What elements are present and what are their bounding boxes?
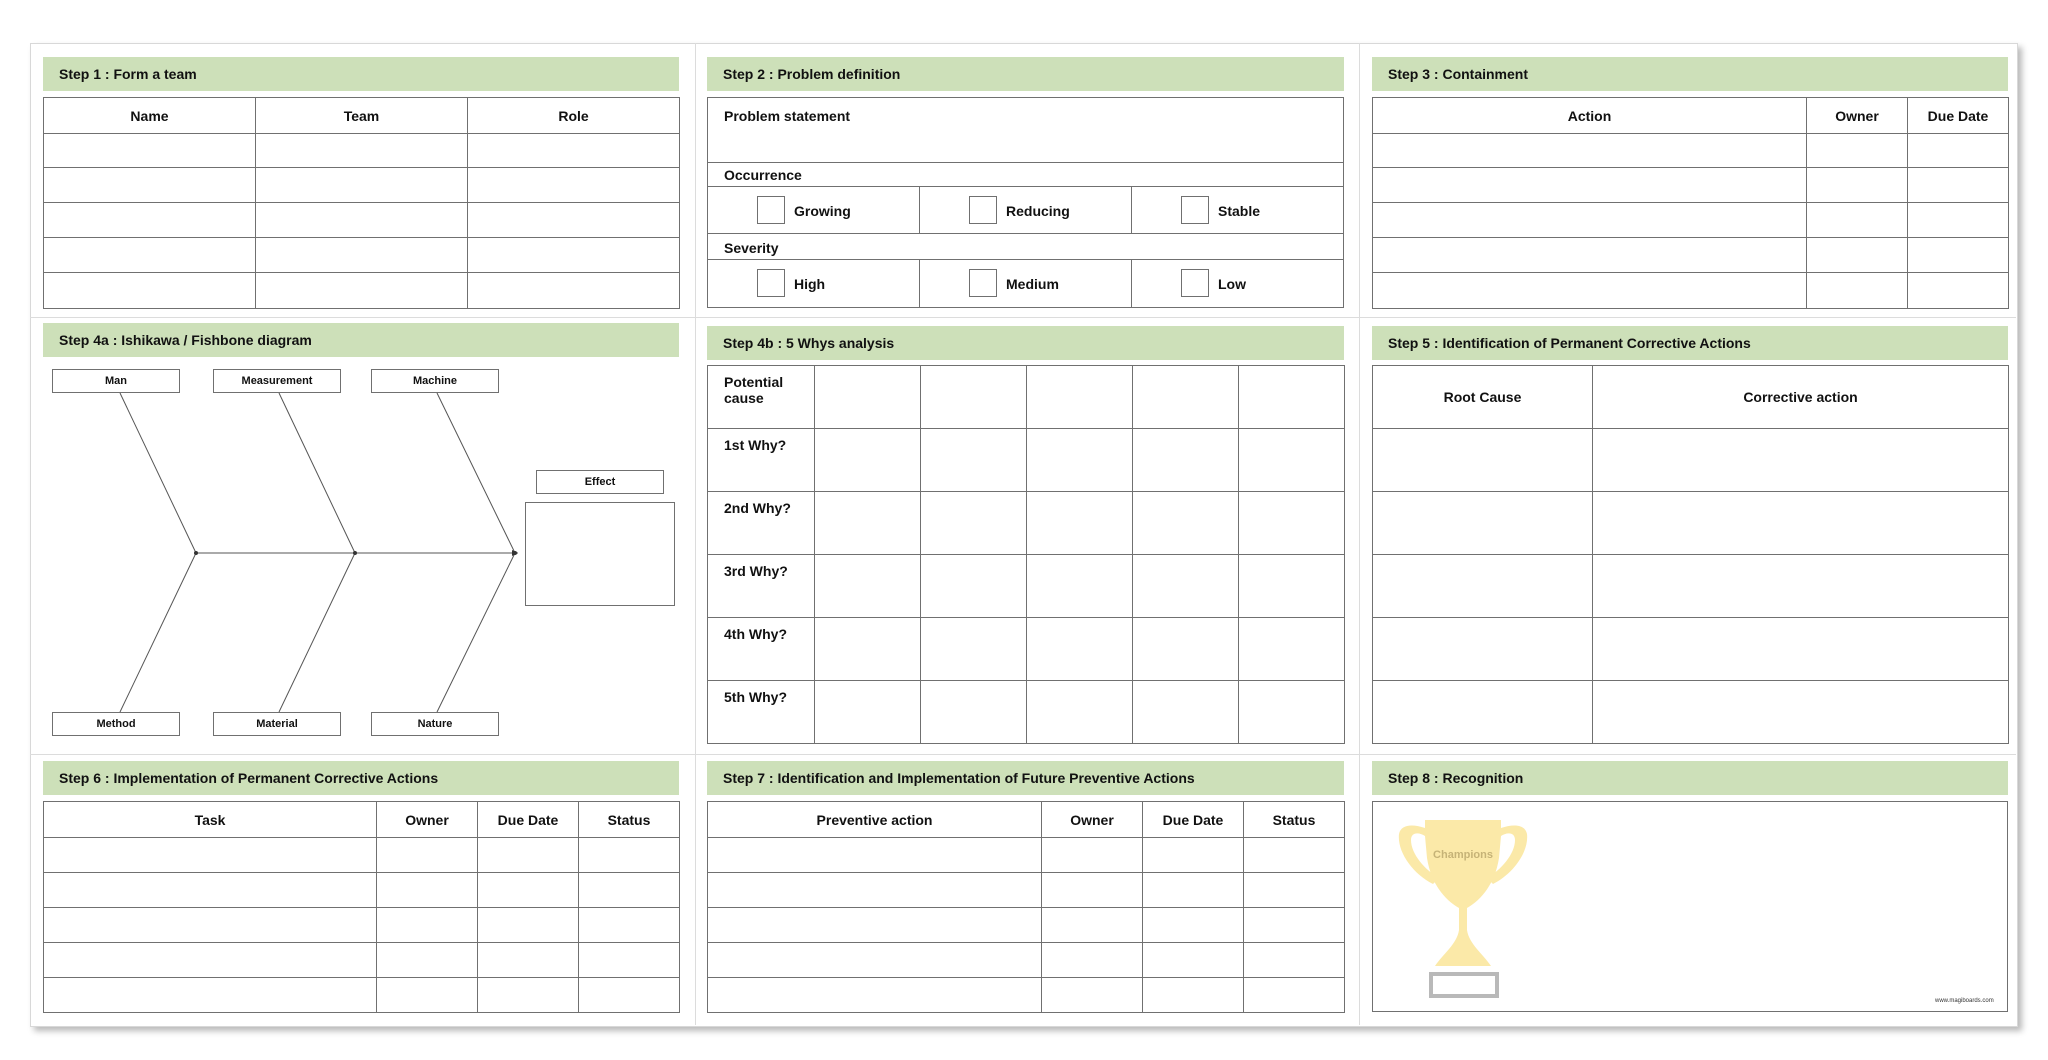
column-header-due-date: Due Date (1908, 98, 2009, 134)
column-header-status: Status (579, 802, 680, 838)
column-header-due-date: Due Date (1143, 802, 1244, 838)
effect-box[interactable] (525, 502, 675, 606)
table-cell[interactable] (1042, 978, 1143, 1013)
table-row (44, 873, 680, 908)
table-cell[interactable] (1373, 618, 1593, 681)
row-label-3rd-why: 3rd Why? (708, 555, 815, 618)
step2-header: Step 2 : Problem definition (707, 57, 1344, 91)
trophy-cup (1399, 820, 1527, 966)
table-row (708, 429, 1345, 492)
table-cell[interactable] (579, 943, 680, 978)
stable-checkbox[interactable] (1181, 196, 1209, 224)
table-cell[interactable] (921, 429, 1027, 492)
table-cell[interactable] (377, 943, 478, 978)
table-cell[interactable] (1239, 681, 1345, 744)
column-header-team: Team (256, 98, 468, 134)
low-label: Low (1218, 276, 1246, 292)
table-cell[interactable] (1133, 492, 1239, 555)
divider (1131, 186, 1132, 234)
column-header-root-cause: Root Cause (1373, 366, 1593, 429)
table-row (1373, 168, 2009, 203)
table-cell[interactable] (1244, 908, 1345, 943)
stable-label: Stable (1218, 203, 1261, 219)
table-cell[interactable] (478, 978, 579, 1013)
cause-man-box[interactable]: Man (52, 369, 180, 393)
table-cell[interactable] (478, 873, 579, 908)
table-cell[interactable] (1133, 555, 1239, 618)
table-row (44, 908, 680, 943)
table-cell[interactable] (1373, 555, 1593, 618)
spine-arrowhead (512, 550, 518, 556)
table-cell[interactable] (1143, 978, 1244, 1013)
table-cell[interactable] (1373, 238, 1807, 273)
table-cell[interactable] (1027, 366, 1133, 429)
table-cell[interactable] (1373, 681, 1593, 744)
table-cell[interactable] (579, 838, 680, 873)
table-cell[interactable] (921, 618, 1027, 681)
five-whys-table (707, 365, 1345, 744)
table-cell[interactable] (1373, 203, 1807, 238)
table-cell[interactable] (815, 492, 921, 555)
table-row (708, 943, 1345, 978)
table-cell[interactable] (921, 366, 1027, 429)
table-cell[interactable] (1908, 203, 2009, 238)
table-row (1373, 618, 2009, 681)
step7-header: Step 7 : Identification and Implementation of Future Preventive Actions (707, 761, 1344, 795)
table-cell[interactable] (579, 873, 680, 908)
table-row (1373, 555, 2009, 618)
table-row (1373, 681, 2009, 744)
high-checkbox[interactable] (757, 269, 785, 297)
table-row (44, 943, 680, 978)
step6-header: Step 6 : Implementation of Permanent Corrective Actions (43, 761, 679, 795)
table-cell[interactable] (1239, 492, 1345, 555)
table-cell[interactable] (1133, 681, 1239, 744)
column-header-name: Name (44, 98, 256, 134)
table-cell[interactable] (377, 978, 478, 1013)
occurrence-label: Occurrence (724, 167, 802, 183)
column-header-due-date: Due Date (478, 802, 579, 838)
table-row (708, 555, 1345, 618)
implementation-table (43, 801, 680, 1013)
step3-header: Step 3 : Containment (1372, 57, 2008, 91)
step5-header: Step 5 : Identification of Permanent Corrective Actions (1372, 326, 2008, 360)
row-label-potential-cause: Potential cause (708, 366, 815, 429)
table-cell[interactable] (708, 943, 1042, 978)
table-cell[interactable] (1373, 168, 1807, 203)
table-cell[interactable] (708, 908, 1042, 943)
table-row (708, 978, 1345, 1013)
trophy-icon (1395, 818, 1531, 1000)
column-header-task: Task (44, 802, 377, 838)
table-cell[interactable] (1807, 134, 1908, 168)
table-row (708, 681, 1345, 744)
corrective-actions-table (1372, 365, 2009, 744)
fishbone-bone (279, 553, 355, 712)
fishbone-joint (194, 551, 198, 555)
reducing-label: Reducing (1006, 203, 1070, 219)
reducing-checkbox[interactable] (969, 196, 997, 224)
severity-label: Severity (724, 240, 779, 256)
divider (919, 259, 920, 308)
table-cell[interactable] (815, 555, 921, 618)
table-cell[interactable] (1807, 238, 1908, 273)
trophy-label: Champions (1433, 849, 1493, 861)
row-label-1st-why: 1st Why? (708, 429, 815, 492)
row-label-5th-why: 5th Why? (708, 681, 815, 744)
cause-measurement-box[interactable]: Measurement (213, 369, 341, 393)
table-cell[interactable] (1239, 618, 1345, 681)
table-cell[interactable] (377, 908, 478, 943)
table-cell[interactable] (815, 618, 921, 681)
table-cell[interactable] (579, 908, 680, 943)
column-header-owner: Owner (1807, 98, 1908, 134)
table-cell[interactable] (1373, 429, 1593, 492)
table-row (1373, 203, 2009, 238)
table-cell[interactable] (1239, 366, 1345, 429)
table-cell[interactable] (1133, 429, 1239, 492)
table-row (1373, 429, 2009, 492)
table-cell[interactable] (1239, 555, 1345, 618)
table-cell[interactable] (1593, 618, 2009, 681)
step4b-header: Step 4b : 5 Whys analysis (707, 326, 1344, 360)
column-header-role: Role (468, 98, 680, 134)
cause-method-box[interactable]: Method (52, 712, 180, 736)
cause-material-box[interactable]: Material (213, 712, 341, 736)
table-cell[interactable] (1593, 555, 2009, 618)
column-divider (1359, 43, 1360, 1025)
table-cell[interactable] (1807, 203, 1908, 238)
fishbone-bone (279, 393, 355, 553)
table-cell[interactable] (1143, 873, 1244, 908)
growing-label: Growing (794, 203, 851, 219)
table-row (708, 618, 1345, 681)
table-cell[interactable] (1027, 681, 1133, 744)
table-row (708, 492, 1345, 555)
table-cell[interactable] (815, 366, 921, 429)
cause-machine-box[interactable]: Machine (371, 369, 499, 393)
table-cell[interactable] (1042, 838, 1143, 873)
table-row (44, 838, 680, 873)
table-cell[interactable] (1239, 429, 1345, 492)
fishbone-joint (353, 551, 357, 555)
table-cell[interactable] (1373, 134, 1807, 168)
table-cell[interactable] (377, 873, 478, 908)
table-cell[interactable] (1593, 681, 2009, 744)
problem-statement-label: Problem statement (724, 108, 851, 124)
table-cell[interactable] (1042, 873, 1143, 908)
table-cell[interactable] (1807, 273, 1908, 309)
table-cell[interactable] (1244, 943, 1345, 978)
table-cell[interactable] (1373, 273, 1807, 309)
table-cell[interactable] (478, 943, 579, 978)
table-cell[interactable] (1133, 366, 1239, 429)
table-cell[interactable] (1908, 168, 2009, 203)
table-cell[interactable] (1143, 838, 1244, 873)
cause-nature-box[interactable]: Nature (371, 712, 499, 736)
table-cell[interactable] (478, 908, 579, 943)
table-cell[interactable] (815, 429, 921, 492)
step1-header: Step 1 : Form a team (43, 57, 679, 91)
row-label-2nd-why: 2nd Why? (708, 492, 815, 555)
table-row (708, 873, 1345, 908)
table-row (1373, 273, 2009, 309)
table-cell[interactable] (1373, 492, 1593, 555)
column-header-owner: Owner (1042, 802, 1143, 838)
fishbone-bone (120, 553, 196, 712)
fishbone-bone (120, 393, 196, 553)
divider (919, 186, 920, 234)
table-cell[interactable] (44, 943, 377, 978)
table-cell[interactable] (478, 838, 579, 873)
table-cell[interactable] (815, 681, 921, 744)
table-row (1373, 134, 2009, 168)
table-cell[interactable] (1908, 134, 2009, 168)
table-cell[interactable] (1593, 492, 2009, 555)
preventive-actions-table (707, 801, 1345, 1013)
table-cell[interactable] (1143, 943, 1244, 978)
table-row (44, 978, 680, 1013)
table-cell[interactable] (1027, 555, 1133, 618)
table-cell[interactable] (708, 838, 1042, 873)
table-row (708, 908, 1345, 943)
containment-table (1372, 97, 2009, 309)
table-cell[interactable] (377, 838, 478, 873)
table-row (708, 366, 1345, 429)
table-cell[interactable] (1027, 429, 1133, 492)
column-header-corrective-action: Corrective action (1593, 366, 2009, 429)
low-checkbox[interactable] (1181, 269, 1209, 297)
fishbone-bone (437, 393, 515, 553)
table-cell[interactable] (708, 873, 1042, 908)
column-header-status: Status (1244, 802, 1345, 838)
table-cell[interactable] (921, 555, 1027, 618)
website-label: www.magiboards.com (1935, 998, 1994, 1004)
table-cell[interactable] (1908, 273, 2009, 309)
table-cell[interactable] (44, 838, 377, 873)
medium-checkbox[interactable] (969, 269, 997, 297)
table-cell[interactable] (1143, 908, 1244, 943)
table-cell[interactable] (1042, 943, 1143, 978)
table-cell[interactable] (579, 978, 680, 1013)
table-cell[interactable] (44, 873, 377, 908)
table-row (1373, 492, 2009, 555)
medium-label: Medium (1006, 276, 1059, 292)
table-row (1373, 238, 2009, 273)
table-row (708, 838, 1345, 873)
step4a-header: Step 4a : Ishikawa / Fishbone diagram (43, 323, 679, 357)
row-label-4th-why: 4th Why? (708, 618, 815, 681)
column-header-action: Action (1373, 98, 1807, 134)
table-cell[interactable] (921, 681, 1027, 744)
trophy-plaque (1431, 974, 1497, 996)
table-cell[interactable] (708, 978, 1042, 1013)
column-header-owner: Owner (377, 802, 478, 838)
column-header-preventive-action: Preventive action (708, 802, 1042, 838)
table-cell[interactable] (1908, 238, 2009, 273)
table-cell[interactable] (1027, 492, 1133, 555)
table-cell[interactable] (1244, 838, 1345, 873)
divider (707, 162, 1344, 163)
effect-label: Effect (536, 470, 664, 494)
table-cell[interactable] (921, 492, 1027, 555)
table-cell[interactable] (44, 978, 377, 1013)
step8-header: Step 8 : Recognition (1372, 761, 2008, 795)
table-cell[interactable] (1244, 873, 1345, 908)
table-cell[interactable] (1244, 978, 1345, 1013)
table-cell[interactable] (1027, 618, 1133, 681)
divider (1131, 259, 1132, 308)
table-cell[interactable] (1042, 908, 1143, 943)
table-cell[interactable] (1807, 168, 1908, 203)
high-label: High (794, 276, 826, 292)
table-cell[interactable] (1593, 429, 2009, 492)
growing-checkbox[interactable] (757, 196, 785, 224)
table-cell[interactable] (44, 908, 377, 943)
fishbone-bone (437, 553, 515, 712)
table-cell[interactable] (1133, 618, 1239, 681)
